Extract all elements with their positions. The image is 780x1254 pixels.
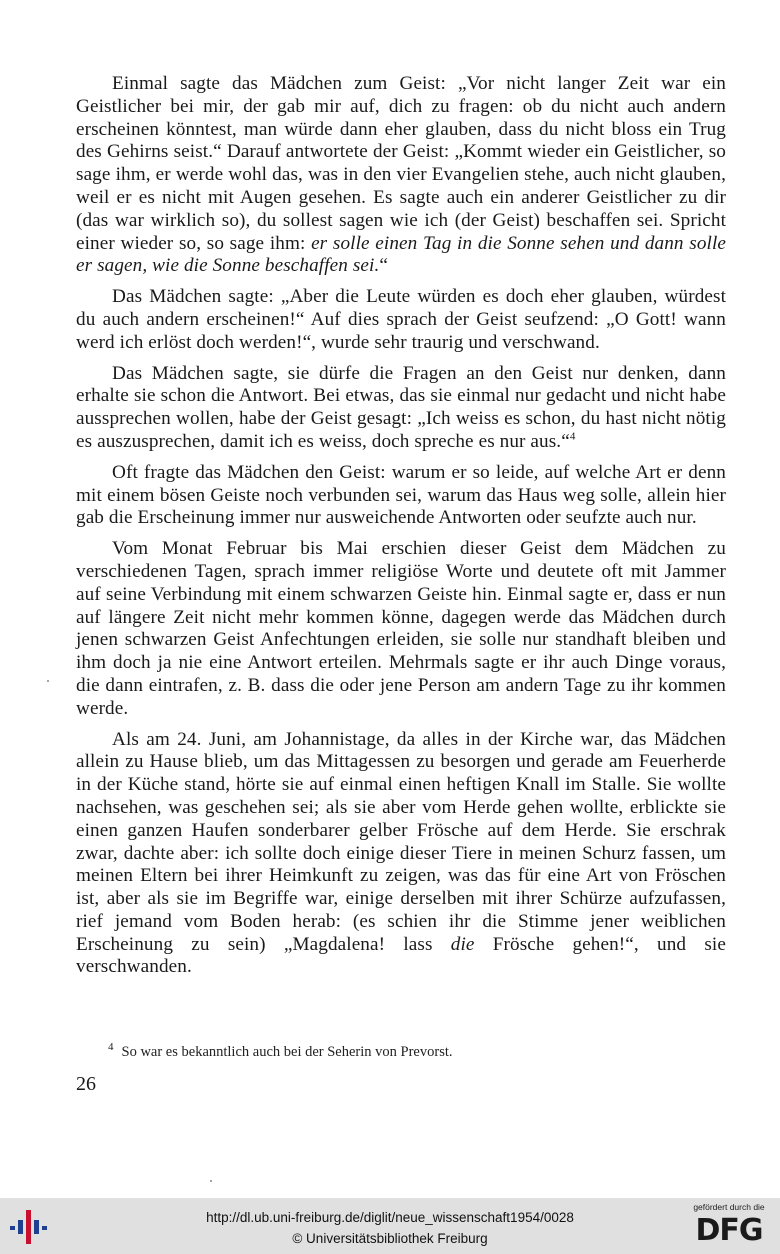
footnote-text: So war es bekanntlich auch bei der Seherin von Prevorst. [121,1043,453,1060]
paragraph-3-text: Das Mädchen sagte, sie dürfe die Fragen an den Geist nur denken, dann erhalte sie schon die Antwort. Bei etwas, das sie einmal nur gedacht und nicht habe aussprechen wollen, habe der Geist gesagt: „Ich weiss es schon, du hast nicht nötig es auszusprechen, damit ich es weiss, doch spreche es nur aus.“ [76,362,726,452]
body-text [76,73,726,987]
footer-bar [0,1198,780,1254]
permalink-link[interactable]: http://dl.ub.uni-freiburg.de/diglit/neue_wissenschaft1954/0028 [206,1210,574,1225]
paragraph-6-italic: die [450,933,475,955]
dfg-logo-text: DFG [695,1213,763,1248]
paragraph-3 [76,363,726,454]
dfg-logo [688,1202,774,1250]
paragraph-6 [76,729,726,980]
paragraph-6-text-end: Frösche gehen!“, und sie verschwanden. [76,933,726,978]
paragraph-6-text: Als am 24. Juni, am Johannistage, da alles in der Kirche war, das Mädchen allein zu Hause blieb, um das Mittagessen zu besorgen und gerade am Feuerherde in der Küche stand, hörte sie auf einmal einen heftigen Knall im Stalle. Sie wollte nachsehen, was geschehen sei; als sie aber vom Herde gehen wollte, erblickte sie einen ganzen Haufen sonderbarer gelber Frösche auf dem Herde. Sie erschrak zwar, dachte aber: ich sollte doch einige dieser Tiere in meinen Schurz fassen, um meinen Eltern bei ihrer Heimkunft zu zeigen, was das für eine Art von Fröschen ist, aber als sie im Begriffe war, einige derselben mit ihrer Schürze aufzufassen, rief jemand vom Boden herab: (es schien ihr die Stimme jener weiblichen Erscheinung zu sein) „Magdalena! lass [76,728,726,955]
footnote [108,1041,708,1061]
scan-speck [210,1180,212,1182]
permalink [0,1210,780,1225]
paragraph-5: Vom Monat Februar bis Mai erschien dieser Geist dem Mädchen zu verschiedenen Tagen, sprach immer religiöse Worte und deutete oft mit Jammer auf seine Verbindung mit einem schwarzen Geiste hin. Einmal sagte er, dass er nun auf längere Zeit nicht mehr kommen könne, dagegen werde das Mädchen durch jenen schwarzen Geist Anfechtungen erleiden, sie solle nur standhaft bleiben und ihm doch ja nie eine Antwort erteilen. Mehrmals sagte er ihr auch Dinge voraus, die dann eintrafen, z. B. dass die oder jene Person am andern Tage zu ihr kommen werde. [76,538,726,719]
paragraph-1-text: Einmal sagte das Mädchen zum Geist: „Vor nicht langer Zeit war ein Geistlicher bei mir, der gab mir auf, dich zu fragen: ob du nicht auch andern erscheinen könntest, man würde dann eher glauben, dass du nicht bloss ein Trug des Gehirns seist.“ Darauf antwortete der Geist: „Kommt wieder ein Geistlicher, so sage ihm, er werde wohl das, was in den vier Evangelien stehe, auch nicht glauben, weil er es nicht mit Augen gesehen. Es sagte auch ein anderer Geistlicher zu dir (das war wirklich so), du sollest sagen wie ich (der Geist) beschaffen sei. Spricht einer wieder so, so sage ihm: [76,73,726,254]
page-number: 26 [76,1073,96,1095]
paragraph-1 [76,73,726,278]
footnote-number: 4 [108,1041,114,1053]
copyright: © Universitätsbibliothek Freiburg [292,1231,488,1246]
scan-speck [47,680,49,682]
paragraph-2: Das Mädchen sagte: „Aber die Leute würden es doch eher glauben, würdest du auch andern erscheinen!“ Auf dies sprach der Geist seufzend: „O Gott! wann werd ich erlöst doch werden!“, wurde sehr traurig und verschwand. [76,286,726,353]
paragraph-4: Oft fragte das Mädchen den Geist: warum er so leide, auf welche Art er denn mit einem bösen Geiste noch verbunden sei, warum das Haus weg solle, allein hier gab die Erscheinung immer nur ausweichende Antworten oder seufzte auch nur. [76,461,726,529]
paragraph-1-italic: er solle einen Tag in die Sonne sehen und dann solle er sagen, wie die Sonne beschaffen sei. [76,232,726,277]
footnote-reference[interactable]: 4 [569,430,576,443]
dfg-caption: gefördert durch die [693,1202,765,1212]
paragraph-1-closing-quote: “ [379,255,388,277]
